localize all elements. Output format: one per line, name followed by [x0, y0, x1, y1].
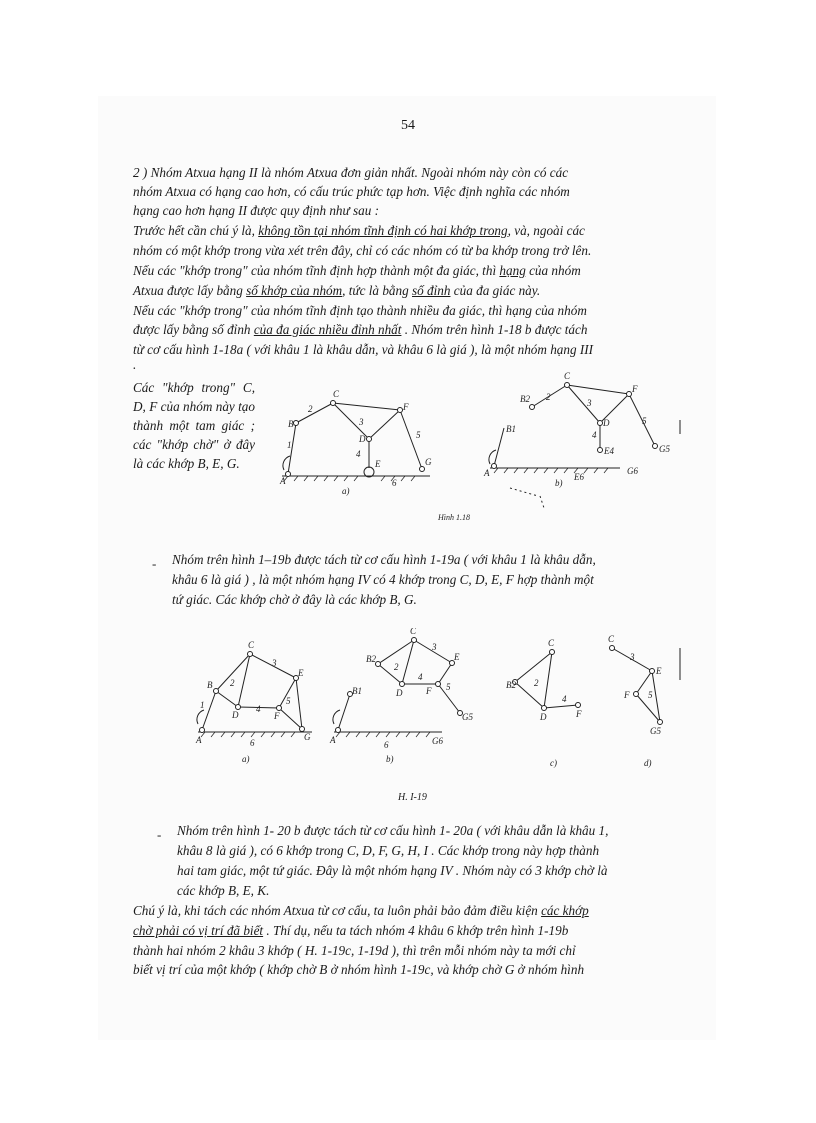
svg-text:A: A — [484, 468, 490, 478]
svg-text:4: 4 — [356, 449, 361, 459]
svg-text:B2: B2 — [520, 394, 530, 404]
svg-text:B: B — [288, 419, 294, 429]
svg-text:4: 4 — [562, 694, 567, 704]
svg-text:D: D — [232, 710, 239, 720]
bullet-dash: - — [157, 827, 162, 842]
figure-1-19 — [190, 628, 690, 776]
svg-text:2: 2 — [394, 662, 399, 672]
svg-text:5: 5 — [446, 682, 451, 692]
svg-text:5: 5 — [648, 690, 653, 700]
svg-text:b): b) — [386, 754, 394, 764]
figure-1-18-caption: Hình 1.18 — [438, 513, 470, 522]
svg-text:G5: G5 — [650, 726, 661, 736]
svg-text:E: E — [298, 668, 304, 678]
svg-text:F: F — [576, 709, 582, 719]
svg-text:c): c) — [550, 758, 557, 768]
svg-text:E6: E6 — [574, 472, 584, 482]
svg-text:5: 5 — [642, 416, 647, 426]
svg-text:3: 3 — [630, 652, 635, 662]
svg-text:B2: B2 — [366, 654, 376, 664]
svg-text:B1: B1 — [352, 686, 362, 696]
svg-text:E: E — [656, 666, 662, 676]
svg-text:4: 4 — [592, 430, 597, 440]
svg-text:A: A — [196, 735, 202, 745]
svg-text:3: 3 — [587, 398, 592, 408]
svg-text:2: 2 — [230, 678, 235, 688]
svg-text:E: E — [375, 459, 381, 469]
svg-text:6: 6 — [250, 738, 255, 748]
svg-text:3: 3 — [272, 658, 277, 668]
svg-text:6: 6 — [384, 740, 389, 750]
svg-text:2: 2 — [308, 404, 313, 414]
svg-text:C: C — [248, 640, 255, 650]
svg-text:6: 6 — [392, 478, 397, 488]
svg-text:F: F — [274, 711, 280, 721]
svg-text:d): d) — [644, 758, 652, 768]
svg-text:1: 1 — [200, 700, 205, 710]
svg-text:G5: G5 — [462, 712, 473, 722]
svg-text:G6: G6 — [432, 736, 443, 746]
svg-text:D: D — [540, 712, 547, 722]
svg-text:2: 2 — [534, 678, 539, 688]
page-number: 54 — [401, 118, 415, 133]
svg-text:b): b) — [555, 478, 563, 488]
svg-text:A: A — [330, 735, 336, 745]
svg-text:E: E — [454, 652, 460, 662]
svg-text:G: G — [304, 732, 311, 742]
svg-text:F: F — [632, 384, 638, 394]
svg-text:a): a) — [242, 754, 250, 764]
bullet-dash: - — [152, 556, 157, 571]
svg-text:B2: B2 — [506, 680, 516, 690]
svg-text:G: G — [425, 457, 432, 467]
svg-text:5: 5 — [416, 430, 421, 440]
svg-text:A: A — [280, 476, 286, 486]
svg-text:F: F — [426, 686, 432, 696]
svg-text:a): a) — [342, 486, 350, 496]
svg-text:3: 3 — [359, 417, 364, 427]
svg-text:D: D — [603, 418, 610, 428]
svg-text:C: C — [333, 389, 340, 399]
svg-text:1: 1 — [287, 440, 292, 450]
svg-text:E4: E4 — [604, 446, 614, 456]
svg-text:F: F — [403, 402, 409, 412]
figure-1-18 — [270, 370, 690, 530]
svg-text:B1: B1 — [506, 424, 516, 434]
svg-text:F: F — [624, 690, 630, 700]
svg-text:4: 4 — [418, 672, 423, 682]
svg-text:C: C — [410, 628, 417, 636]
svg-text:2: 2 — [546, 392, 551, 402]
figure-1-19-caption: H. I-19 — [398, 792, 427, 803]
svg-text:B: B — [207, 680, 213, 690]
svg-text:D: D — [396, 688, 403, 698]
svg-text:C: C — [608, 634, 615, 644]
svg-text:D: D — [359, 434, 366, 444]
svg-text:G5: G5 — [659, 444, 670, 454]
svg-text:4: 4 — [256, 704, 261, 714]
svg-text:5: 5 — [286, 696, 291, 706]
svg-text:C: C — [548, 638, 555, 648]
svg-text:3: 3 — [432, 642, 437, 652]
svg-text:G6: G6 — [627, 466, 638, 476]
svg-text:C: C — [564, 371, 571, 381]
side-text: Các "khớp trong" C, D, F của nhóm này tạo thành một tam giác ; các "khớp chờ" ở đây là các khớp B, E, G. — [133, 380, 255, 471]
